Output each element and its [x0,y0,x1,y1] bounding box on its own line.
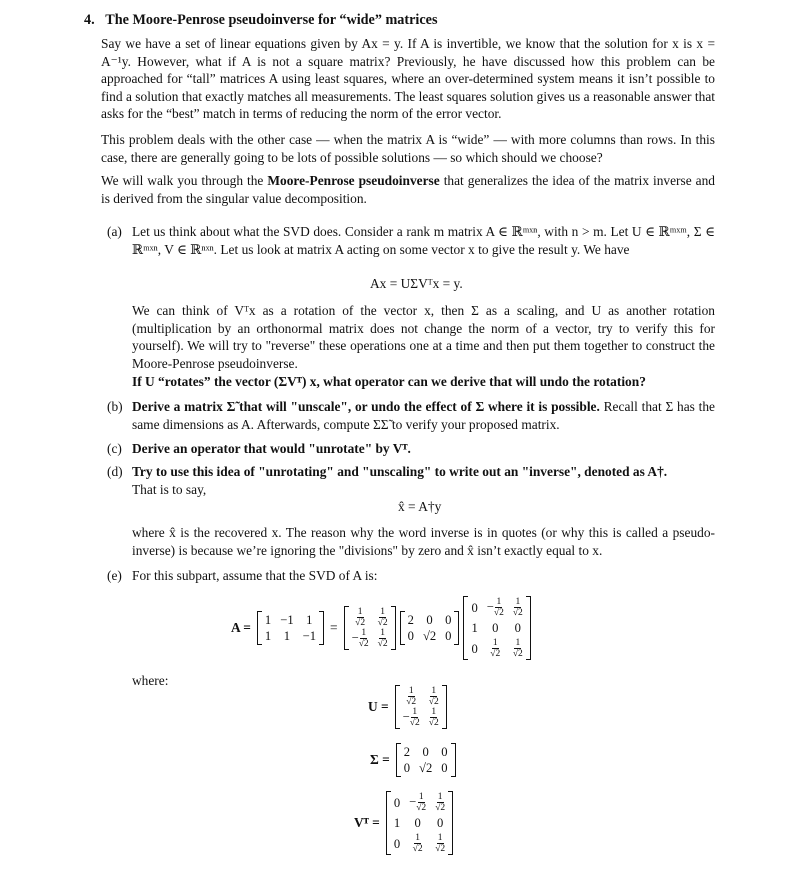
part-c-question: Derive an operator that would "unrotate" by Vᵀ. [132,441,411,456]
matrix-Sigma [396,743,456,777]
Sigma-inline-cell: 0 [445,613,452,627]
part-b-label: (b) [107,399,123,414]
part-a-text: Let us think about what the SVD does. Consider a rank m matrix A ∈ ℝᵐˣⁿ, with n > m. Let U ∈ ℝᵐˣᵐ, Σ ∈ ℝᵐˣⁿ, V ∈ ℝⁿˣⁿ. Let us look at matrix A acting on some vector x to give the result y. We have [132,224,715,257]
where-label: where: [132,673,169,688]
VT-definition [354,792,455,854]
VT-cell: 0 [437,816,444,830]
part-b-text: Recall that Σ has the same dimensions as A. Afterwards, compute ΣΣ̃ to verify your proposed matrix. [132,399,715,432]
part-d-question: Try to use this idea of "unrotating" and "unscaling" to write out an "inverse", denoted as A†. [132,464,668,479]
part-b-question: Derive a matrix Σ̃ that will "unscale", or undo the effect of Σ where it is possible. [132,399,600,414]
U-inline-cell: $\frac{1}{√2}$ [355,607,366,628]
part-d-text2: where x̂ is the recovered x. The reason why the word inverse is in quotes (or why this is called a pseudo-inverse) is because we’re ignoring the "divisions" by zero and x̂ isn’t exactly equal to x. [132,525,715,558]
A-cell: 1 [306,613,313,627]
part-a-body2 [107,302,715,372]
intro-p3-end: that generalizes the idea of the matrix inverse and is derived from the singular value decomposition. [101,173,715,206]
matrix-U [395,685,447,729]
part-d [107,463,715,498]
Sigma-inline-cell: 2 [407,613,414,627]
Sigma-inline-cell: 0 [407,629,414,643]
VT-inline-cell: − $\frac{1}{√2}$ [486,597,504,618]
U-label: U = [368,699,389,714]
Sigma-cell: 0 [441,761,448,775]
matrix-VT [386,791,453,855]
U-inline-cell: $\frac{1}{√2}$ [377,628,388,649]
VT-cell: − $\frac{1}{√2}$ [409,792,427,813]
VT-cell: 0 [393,795,401,810]
part-a-question-block [107,373,715,391]
VT-cell: $\frac{1}{√2}$ [435,833,446,854]
VT-cell: $\frac{1}{√2}$ [412,833,423,854]
part-a-equation: Ax = UΣVᵀx = y. [370,276,463,291]
Sigma-cell: 0 [422,745,429,759]
A-cell: 1 [264,629,272,643]
intro-p3-bold: Moore-Penrose pseudoinverse [267,173,440,188]
VT-cell: 0 [393,836,401,851]
problem-number: 4. [84,12,95,28]
problem-title-text: The Moore-Penrose pseudoinverse for “wide” matrices [105,12,438,28]
A-cell: −1 [302,629,317,643]
equals-sign: = [330,620,338,635]
Sigma-inline-cell: 0 [426,613,433,627]
part-d-label: (d) [107,464,123,479]
VT-inline-cell: $\frac{1}{√2}$ [490,638,501,659]
VT-inline-cell: $\frac{1}{√2}$ [512,597,523,618]
VT-inline-cell: 1 [471,621,478,635]
intro-p3-start: We will walk you through the [101,173,264,188]
Sigma-cell: √2 [419,761,433,775]
Sigma-cell: 0 [403,761,411,775]
intro-paragraph-3 [101,172,715,207]
Sigma-inline-cell: 0 [445,629,452,643]
VT-inline-cell: 0 [471,641,478,656]
part-d-equation: x̂ = A†y [398,499,442,514]
matrix-VT-inline [463,596,530,660]
U-cell: $\frac{1}{√2}$ [428,686,439,707]
part-d-text: That is to say, [132,481,207,497]
A-label: A = [231,620,251,635]
part-e-label: (e) [107,568,122,583]
A-cell: 1 [283,629,291,643]
part-e [107,567,715,585]
part-c-label: (c) [107,441,122,456]
part-b-body [132,398,715,433]
Sigma-inline-cell: √2 [422,629,437,643]
VT-cell: 0 [414,816,421,830]
VT-inline-cell: 0 [492,621,499,635]
intro-paragraph-2: This problem deals with the other case — when the matrix A is “wide” — with more columns than rows. In this case, there are generally going to be lots of possible solutions — so which should we choose? [101,132,715,165]
part-b [107,398,715,433]
intro-paragraph-1: Say we have a set of linear equations given by Ax = y. If A is invertible, we know that the solution for x is x = A⁻¹y. However, what if A is not a square matrix? Previously, he have discussed how this problem can be approached for “tall” matrices A using least squares, where an over-determined system means it isn’t possible to find a solution that exactly matches all measurements. The least squares solution gives us a reasonable answer that asks for the “best” match in terms of reducing the norm of the error vector. [101,36,715,122]
Sigma-label: Σ = [370,752,390,767]
Sigma-definition [370,741,458,779]
Sigma-cell: 0 [441,745,448,759]
part-a-label: (a) [107,224,122,239]
part-a [107,223,715,258]
VT-inline-cell: 0 [514,621,521,635]
VT-inline-cell: 0 [471,600,478,615]
matrix-U-inline [344,606,396,650]
A-cell: −1 [280,613,294,627]
VT-inline-cell: $\frac{1}{√2}$ [512,638,523,659]
svd-equation [231,596,533,660]
Sigma-cell: 2 [403,745,411,759]
U-cell: − $\frac{1}{√2}$ [402,707,420,728]
U-cell: $\frac{1}{√2}$ [428,707,439,728]
U-definition [368,685,449,729]
VT-cell: $\frac{1}{√2}$ [435,792,446,813]
matrix-Sigma-inline [400,611,460,645]
part-c [107,440,715,458]
VT-label: Vᵀ = [354,815,380,830]
A-cell: 1 [264,613,272,627]
VT-cell: 1 [393,816,401,830]
U-inline-cell: $\frac{1}{√2}$ [377,607,388,628]
problem-title [84,12,437,30]
matrix-A [257,611,324,645]
part-d-body [132,463,715,498]
U-cell: $\frac{1}{√2}$ [406,686,417,707]
U-inline-cell: − $\frac{1}{√2}$ [351,628,369,649]
part-a-question: If U “rotates” the vector (ΣVᵀ) x, what operator can we derive that will undo the rotation? [132,374,646,389]
part-d-body2 [107,524,715,559]
part-a-text2: We can think of Vᵀx as a rotation of the vector x, then Σ as a scaling, and U as another rotation (multiplication by an orthonormal matrix does not change the norm of a vector, try to verify this for yourself). We will try to "reverse" these operations one at a time and then put them together to construct the Moore-Penrose pseudoinverse. [132,303,715,371]
part-e-text: For this subpart, assume that the SVD of A is: [132,568,378,583]
